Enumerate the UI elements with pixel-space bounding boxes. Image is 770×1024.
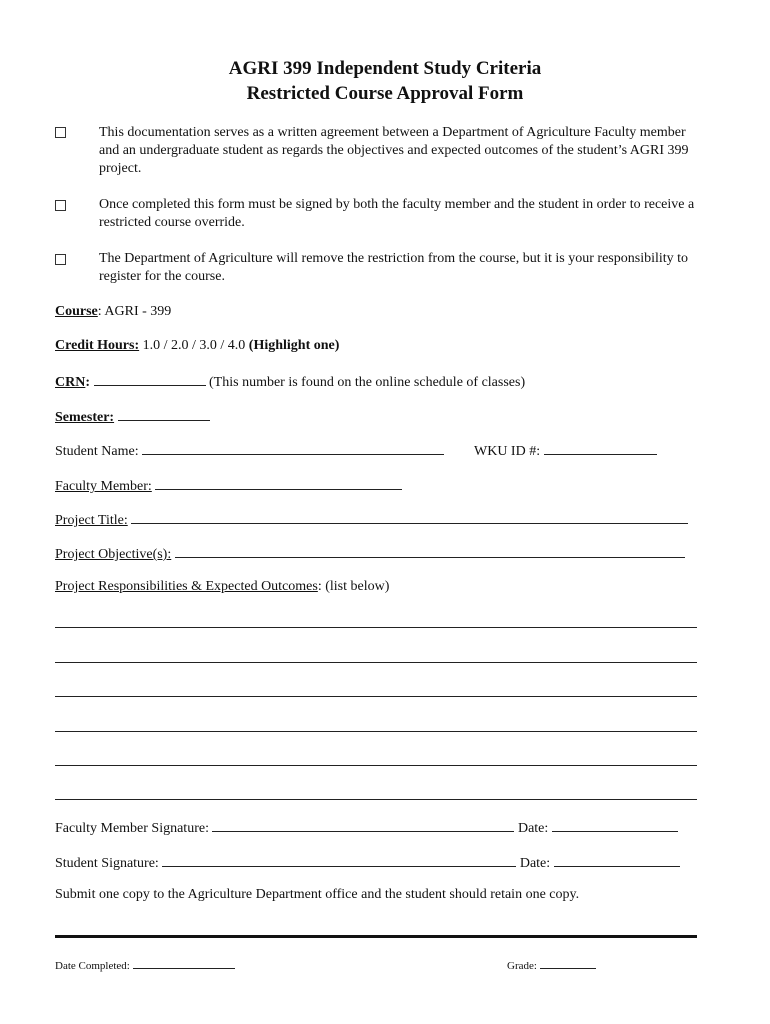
student-signature-row <box>55 853 680 872</box>
faculty-signature-field[interactable] <box>212 818 514 832</box>
student-signature-field[interactable] <box>162 853 516 867</box>
responsibilities-note: : (list below) <box>317 579 390 594</box>
faculty-member-label: Faculty Member: <box>55 479 152 494</box>
grade-field[interactable] <box>540 958 596 969</box>
grade-row <box>507 958 596 972</box>
grade-label: Grade: <box>507 960 537 972</box>
faculty-signature-label: Faculty Member Signature: <box>55 821 209 836</box>
course-label: Course <box>55 304 98 319</box>
wku-id-field[interactable] <box>544 441 657 455</box>
faculty-member-row <box>55 476 402 495</box>
responsibilities-row <box>55 579 389 595</box>
faculty-date-field[interactable] <box>552 818 678 832</box>
credit-hours-row <box>55 338 339 354</box>
answer-line-4[interactable] <box>55 731 697 732</box>
wku-id-row <box>474 441 657 460</box>
faculty-date-label: Date: <box>517 821 549 836</box>
project-title-label: Project Title: <box>55 513 128 528</box>
checkbox-1[interactable] <box>55 127 66 138</box>
project-objectives-row <box>55 544 685 563</box>
course-row <box>55 304 171 320</box>
student-date-label: Date: <box>519 856 551 871</box>
student-signature-label: Student Signature: <box>55 856 159 871</box>
form-title: AGRI 399 Independent Study Criteria <box>228 58 542 79</box>
semester-label: Semester: <box>55 410 115 425</box>
bullet-text-3: The Department of Agriculture will remove the restriction from the course, but it is your responsibility to register for the course. <box>99 251 689 284</box>
credit-hours-values[interactable]: 1.0 / 2.0 / 3.0 / 4.0 <box>139 338 249 353</box>
answer-line-5[interactable] <box>55 765 697 766</box>
crn-row: CRN: (This number is found on the online schedule of classes) <box>55 372 525 391</box>
date-completed-field[interactable] <box>133 958 235 969</box>
footer-divider <box>55 935 697 938</box>
crn-note: (This number is found on the online schedule of classes) <box>205 375 526 390</box>
responsibilities-label: Project Responsibilities & Expected Outcomes <box>55 579 318 594</box>
submit-note: Submit one copy to the Agriculture Department office and the student should retain one copy. <box>55 887 580 902</box>
answer-line-3[interactable] <box>55 696 697 697</box>
crn-field[interactable] <box>94 372 206 386</box>
student-name-row <box>55 441 444 460</box>
answer-line-1[interactable] <box>55 627 697 628</box>
semester-field[interactable] <box>118 407 210 421</box>
credit-hours-note: (Highlight one) <box>248 338 340 353</box>
project-title-field[interactable] <box>131 510 688 524</box>
checkbox-3[interactable] <box>55 254 66 265</box>
bullet-text-1: This documentation serves as a written agreement between a Department of Agriculture Faculty member and an undergraduate student as regards the objectives and expected outcomes of the student’s AGRI 399 project. <box>99 125 689 176</box>
student-date-field[interactable] <box>554 853 680 867</box>
bullet-text-2: Once completed this form must be signed by both the faculty member and the student in order to receive a restricted course override. <box>99 197 695 230</box>
project-objectives-label: Project Objective(s): <box>55 547 172 562</box>
faculty-member-field[interactable] <box>155 476 402 490</box>
semester-row <box>55 407 210 426</box>
project-title-row <box>55 510 688 529</box>
course-value: : AGRI - 399 <box>97 304 172 319</box>
date-completed-row <box>55 958 235 972</box>
form-subtitle: Restricted Course Approval Form <box>246 83 524 104</box>
answer-line-2[interactable] <box>55 662 697 663</box>
crn-label: CRN <box>55 375 86 390</box>
credit-hours-label: Credit Hours: <box>55 338 140 353</box>
date-completed-label: Date Completed: <box>55 960 130 972</box>
answer-line-6[interactable] <box>55 799 697 800</box>
student-name-label: Student Name: <box>55 444 139 459</box>
project-objectives-field[interactable] <box>175 544 685 558</box>
wku-id-label: WKU ID #: <box>474 444 541 459</box>
checkbox-2[interactable] <box>55 200 66 211</box>
faculty-signature-row <box>55 818 678 837</box>
student-name-field[interactable] <box>142 441 444 455</box>
